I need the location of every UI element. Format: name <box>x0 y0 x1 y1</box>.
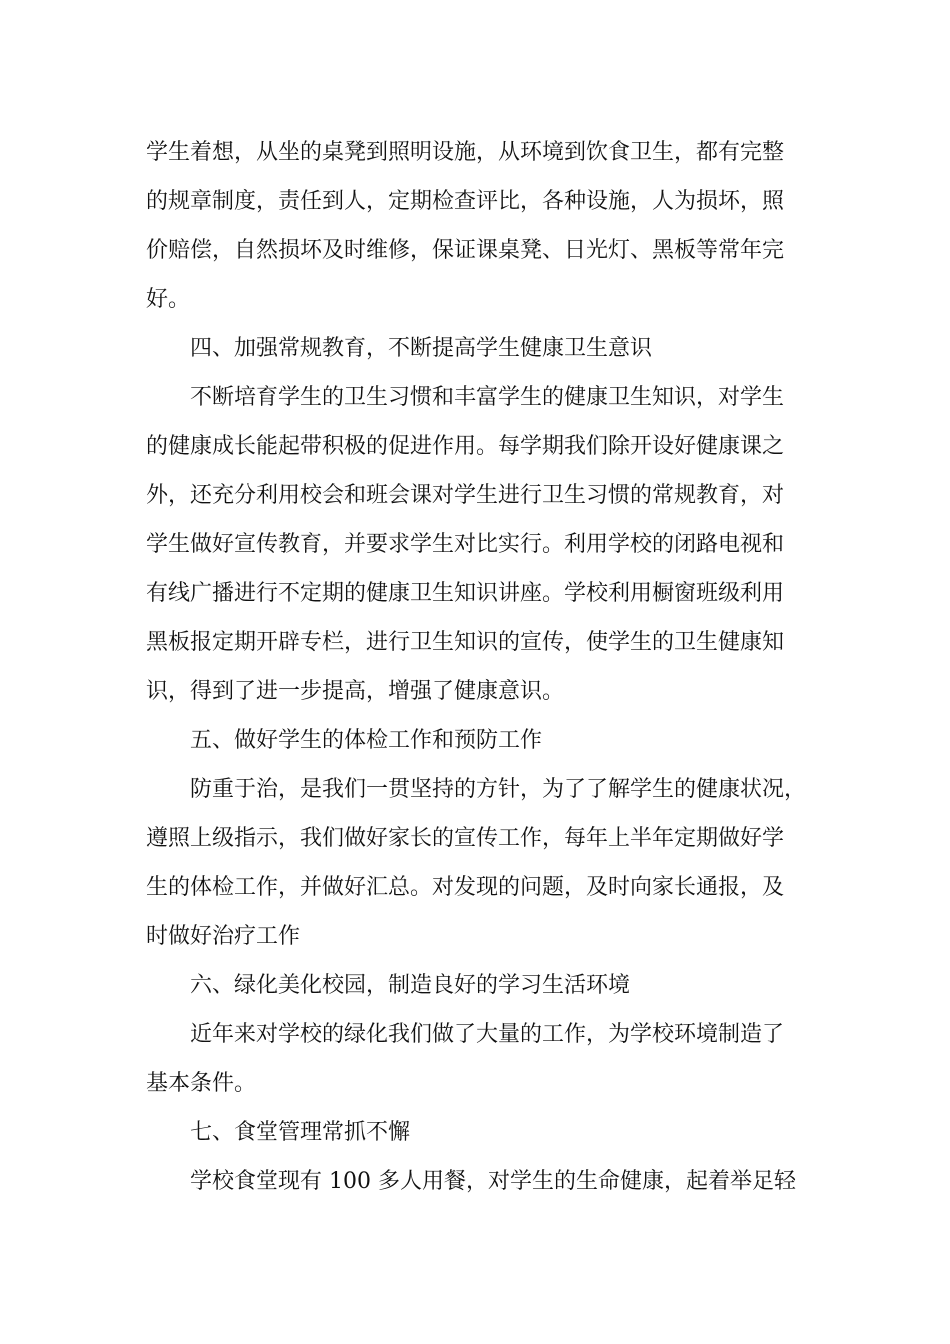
paragraph-line: 基本条件。 <box>146 1071 257 1096</box>
paragraph-line: 时做好治疗工作 <box>146 924 301 949</box>
paragraph-line: 的规章制度，责任到人，定期检查评比，各种设施，人为损坏，照 <box>146 189 785 214</box>
paragraph-line: 黑板报定期开辟专栏，进行卫生知识的宣传，使学生的卫生健康知 <box>146 630 785 655</box>
section-heading: 六、绿化美化校园，制造良好的学习生活环境 <box>190 973 631 998</box>
paragraph-line: 价赔偿，自然损坏及时维修，保证课桌凳、日光灯、黑板等常年完 <box>146 238 785 263</box>
section-heading: 七、食堂管理常抓不懈 <box>190 1120 411 1145</box>
paragraph-line: 防重于治，是我们一贯坚持的方针，为了了解学生的健康状况， <box>190 777 807 802</box>
paragraph-line: 遵照上级指示，我们做好家长的宣传工作，每年上半年定期做好学 <box>146 826 785 851</box>
paragraph-line: 学生做好宣传教育，并要求学生对比实行。利用学校的闭路电视和 <box>146 532 785 557</box>
paragraph-line: 近年来对学校的绿化我们做了大量的工作，为学校环境制造了 <box>190 1022 785 1047</box>
section-heading: 四、加强常规教育，不断提高学生健康卫生意识 <box>190 336 653 361</box>
paragraph-line: 生的体检工作，并做好汇总。对发现的问题，及时向家长通报，及 <box>146 875 785 900</box>
section-heading: 五、做好学生的体检工作和预防工作 <box>190 728 543 753</box>
paragraph-line: 学生着想，从坐的桌凳到照明设施，从环境到饮食卫生，都有完整 <box>146 140 785 165</box>
paragraph-line: 学校食堂现有 100 多人用餐，对学生的生命健康，起着举足轻 <box>190 1169 796 1194</box>
paragraph-line: 的健康成长能起带积极的促进作用。每学期我们除开设好健康课之 <box>146 434 785 459</box>
paragraph-line: 外，还充分利用校会和班会课对学生进行卫生习惯的常规教育，对 <box>146 483 785 508</box>
paragraph-line: 好。 <box>146 287 191 312</box>
paragraph-line: 不断培育学生的卫生习惯和丰富学生的健康卫生知识，对学生 <box>190 385 785 410</box>
paragraph-line: 识，得到了进一步提高，增强了健康意识。 <box>146 679 565 704</box>
paragraph-line: 有线广播进行不定期的健康卫生知识讲座。学校利用橱窗班级利用 <box>146 581 785 606</box>
document-body <box>146 128 818 1206</box>
